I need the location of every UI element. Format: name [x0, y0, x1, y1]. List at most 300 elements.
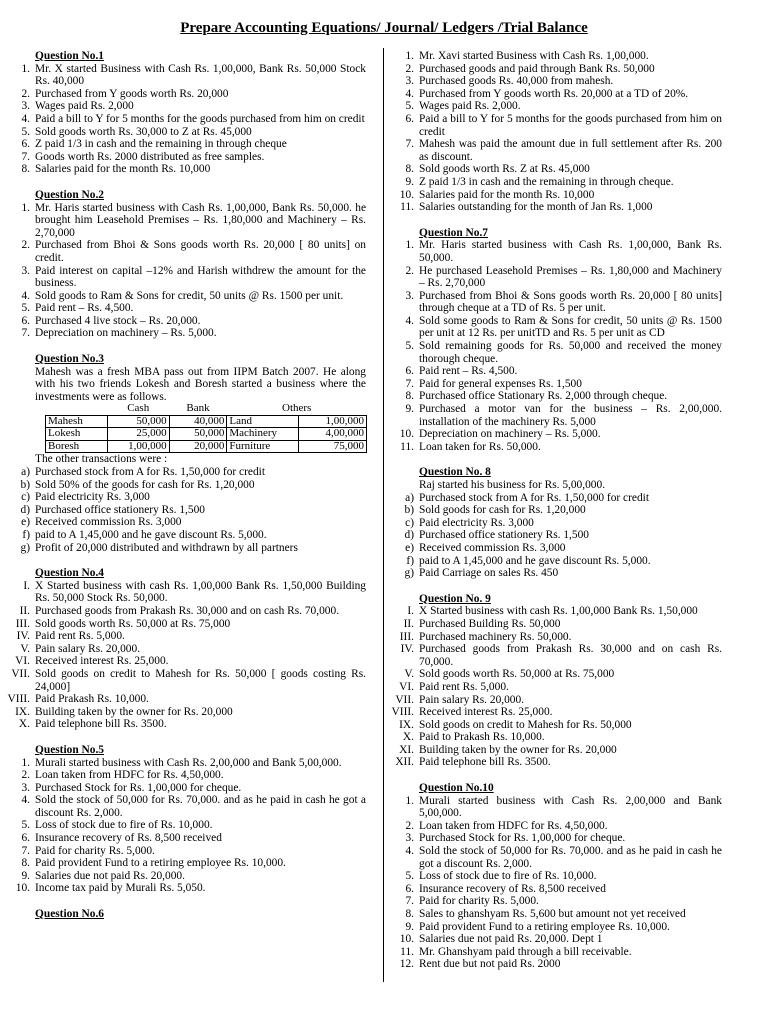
list-item	[390, 265, 722, 290]
item-text: Purchased from Bhoi & Sons goods worth Rs. 20,000 [ 80 units] on credit.	[35, 239, 366, 264]
item-text: Purchased Stock for Rs. 1,00,000 for cheque.	[35, 781, 242, 794]
item-number: X.	[402, 731, 414, 744]
item-text: Insurance recovery of Rs. 8,500 received	[419, 882, 606, 895]
item-text: Purchased goods and paid through Bank Rs. 50,000	[419, 62, 655, 75]
item-number: d)	[20, 503, 30, 516]
list-item	[390, 365, 722, 378]
item-text: Paid rent – Rs. 4,500.	[419, 365, 518, 378]
item-text: Purchased from Y goods worth Rs. 20,000 at a TD of 20%.	[419, 87, 689, 100]
list-item	[390, 315, 722, 340]
list-item	[6, 88, 366, 101]
item-text: Paid electricity Rs. 3,000	[35, 491, 150, 504]
list-item	[390, 517, 722, 530]
question-5	[6, 744, 366, 895]
item-text: Income tax paid by Murali Rs. 5,050.	[35, 882, 206, 895]
item-number: VII.	[11, 667, 30, 680]
question-2	[6, 189, 366, 340]
item-text: Mr. Haris started business with Cash Rs. 1,00,000, Bank Rs. 50,000.	[419, 239, 722, 264]
list-item	[390, 239, 722, 264]
question-3	[6, 353, 366, 554]
list-item	[390, 201, 722, 214]
list-item	[390, 567, 722, 580]
item-number: 6.	[21, 138, 30, 151]
item-text: Paid electricity Rs. 3,000	[419, 516, 534, 529]
item-text: Purchased office Stationary Rs. 2,000 through cheque.	[419, 390, 668, 403]
item-text: Purchased a motor van for the business – Rs. 2,00,000. installation of the machinery Rs. 5,000	[419, 403, 722, 428]
item-text: Purchased office stationery Rs. 1,500	[35, 503, 205, 516]
list-item	[6, 542, 366, 555]
item-text: Received commission Rs. 3,000	[35, 516, 182, 529]
item-text: Sold goods worth Rs. Z at Rs. 45,000	[419, 163, 590, 176]
list-item	[390, 668, 722, 681]
item-text: Insurance recovery of Rs. 8,500 received	[35, 832, 222, 845]
item-number: g)	[20, 541, 30, 554]
item-text: Murali started business with Cash Rs. 2,00,000 and Bank 5,00,000.	[419, 794, 722, 820]
item-text: He purchased Leasehold Premises – Rs. 1,80,000 and Machinery – Rs. 2,70,000	[419, 264, 722, 290]
item-number: IX.	[15, 705, 30, 718]
list-item	[390, 403, 722, 428]
question-heading: Question No.10	[419, 782, 494, 795]
item-number: 4.	[21, 794, 30, 807]
list-item	[6, 151, 366, 164]
question-intro: Mahesh was a fresh MBA pass out from IIPM Batch 2007. He along with his two friends Lokesh and Boresh started a business where the investments were as follows.	[35, 365, 366, 403]
list-item	[390, 631, 722, 644]
list-item	[390, 138, 722, 163]
question-items	[390, 492, 722, 580]
item-text: Salaries due not paid Rs. 20,000.	[35, 869, 185, 882]
list-item	[390, 189, 722, 202]
question-6-heading	[6, 908, 366, 921]
item-number: f)	[406, 554, 414, 567]
list-item	[390, 63, 722, 76]
page-title: Prepare Accounting Equations/ Journal/ Ledgers /Trial Balance	[180, 20, 588, 36]
list-item	[6, 265, 366, 290]
list-item	[6, 630, 366, 643]
item-number: 3.	[405, 75, 414, 88]
item-text: paid to A 1,45,000 and he gave discount Rs. 5,000.	[35, 529, 267, 541]
item-number: VIII.	[391, 706, 414, 719]
list-item	[390, 832, 722, 845]
question-9	[390, 593, 722, 769]
item-text: Sold the stock of 50,000 for Rs. 70,000. and as he paid in cash he got a discount Rs. 2,000.	[35, 794, 366, 819]
question-heading: Question No.3	[35, 353, 104, 366]
list-item	[390, 100, 722, 113]
item-text: Paid for charity Rs. 5,000.	[35, 844, 155, 857]
list-item	[390, 921, 722, 934]
item-text: Received interest Rs. 25,000.	[419, 706, 553, 719]
partner-name-cell: Boresh	[46, 440, 108, 453]
item-text: Mr. Haris started business with Cash Rs. 1,00,000, Bank Rs. 50,000. he brought him Leasehold Premises – Rs. 1,80,000 and Machinery – Rs. 2,70,000	[35, 201, 366, 239]
item-number: 7.	[405, 377, 414, 390]
item-number: 10.	[15, 882, 30, 895]
item-text: Paid rent – Rs. 4,500.	[35, 302, 134, 315]
item-number: IV.	[400, 643, 414, 656]
item-number: b)	[20, 478, 30, 491]
item-number: 3.	[21, 100, 30, 113]
list-item	[390, 694, 722, 707]
item-number: 1.	[405, 794, 414, 807]
item-number: 4.	[21, 112, 30, 125]
item-text: Purchased goods from Prakash Rs. 30,000 and on cash Rs. 70,000.	[419, 643, 722, 668]
question-items	[6, 757, 366, 896]
list-item	[390, 731, 722, 744]
item-number: 9.	[405, 175, 414, 188]
table-header-others: Others	[282, 402, 312, 415]
list-item	[6, 290, 366, 303]
bank-cell: 50,000	[169, 428, 227, 441]
list-item	[390, 820, 722, 833]
item-number: 11.	[400, 201, 414, 214]
item-number: 7.	[405, 138, 414, 151]
list-item	[6, 693, 366, 706]
question-heading: Question No.6	[35, 908, 104, 921]
question-items	[6, 580, 366, 731]
list-item	[6, 479, 366, 492]
list-item	[390, 542, 722, 555]
item-number: e)	[405, 541, 414, 554]
item-text: Sold goods to Ram & Sons for credit, 50 units @ Rs. 1500 per unit.	[35, 289, 344, 302]
question-heading: Question No.1	[35, 50, 104, 62]
asset-amount-cell: 4,00,000	[299, 428, 367, 441]
item-text: Salaries due not paid Rs. 20,000. Dept 1	[419, 933, 603, 946]
item-number: 5.	[21, 819, 30, 832]
item-number: X.	[18, 718, 30, 731]
list-item	[6, 239, 366, 264]
item-number: 8.	[405, 908, 414, 920]
item-number: 1.	[405, 50, 414, 62]
item-text: Salaries outstanding for the month of Jan Rs. 1,000	[419, 201, 653, 214]
item-number: 5.	[405, 100, 414, 113]
item-text: Paid rent Rs. 5,000.	[35, 630, 125, 643]
item-text: Purchased Stock for Rs. 1,00,000 for cheque.	[419, 832, 626, 845]
item-text: Sold some goods to Ram & Sons for credit, 50 units @ Rs. 1500 per unit at 12 Rs. per unitTD and Rs. 5 per unit as CD	[419, 314, 722, 340]
item-number: III.	[15, 617, 30, 630]
item-number: II.	[403, 617, 414, 630]
item-text: Paid interest on capital –12% and Harish withdrew the amount for the business.	[35, 264, 366, 290]
list-item	[390, 504, 722, 517]
list-item	[6, 706, 366, 719]
list-item	[390, 428, 722, 441]
left-column	[6, 50, 366, 934]
list-item	[390, 895, 722, 908]
item-number: XII.	[395, 756, 414, 769]
list-item	[6, 100, 366, 113]
list-item	[6, 491, 366, 504]
item-number: I.	[407, 605, 414, 618]
item-number: c)	[21, 491, 30, 504]
list-item	[6, 529, 366, 542]
item-text: Paid for general expenses Rs. 1,500	[419, 377, 582, 390]
item-text: Mr. X started Business with Cash Rs. 1,00,000, Bank Rs. 50,000 Stock Rs. 40,000	[35, 62, 366, 88]
item-number: V.	[20, 642, 30, 655]
item-number: VI.	[15, 655, 30, 668]
item-number: 4.	[405, 87, 414, 100]
partner-name-cell: Lokesh	[46, 428, 108, 441]
item-text: Paid Prakash Rs. 10,000.	[35, 693, 149, 706]
item-number: 2.	[21, 239, 30, 252]
list-item	[390, 88, 722, 101]
item-number: 8.	[21, 163, 30, 176]
list-item	[6, 882, 366, 895]
item-text: X Started business with cash Rs. 1,00,000 Bank Rs. 1,50,000 Building Rs. 50,000 Stock Rs. 50,000.	[35, 579, 366, 605]
table-body	[46, 415, 367, 453]
list-item	[390, 340, 722, 365]
item-number: 2.	[21, 769, 30, 782]
cash-cell: 50,000	[107, 415, 169, 428]
list-item	[390, 795, 722, 820]
bank-cell: 40,000	[169, 415, 227, 428]
item-text: Loss of stock due to fire of Rs. 10,000.	[419, 870, 597, 883]
list-item	[390, 50, 722, 63]
item-text: Sold remaining goods for Rs. 50,000 and received the money thorough cheque.	[419, 340, 722, 365]
column-divider	[383, 48, 384, 982]
item-text: Wages paid Rs. 2,000	[35, 100, 134, 113]
table-header-bank: Bank	[186, 402, 210, 415]
item-text: Salaries paid for the month Rs. 10,000	[419, 188, 595, 201]
item-text: Paid rent Rs. 5,000.	[419, 680, 509, 693]
asset-cell: Furniture	[227, 440, 299, 453]
list-item	[390, 605, 722, 618]
cash-cell: 1,00,000	[107, 440, 169, 453]
item-number: 11.	[400, 945, 414, 958]
item-number: V.	[404, 668, 414, 681]
item-text: Purchased machinery Rs. 50,000.	[419, 630, 572, 643]
item-number: 4.	[405, 845, 414, 858]
list-item	[6, 138, 366, 151]
item-number: 10.	[399, 188, 414, 201]
question-heading: Question No.7	[419, 226, 488, 239]
list-item	[390, 870, 722, 883]
item-number: 10.	[399, 933, 414, 946]
item-number: 8.	[405, 390, 414, 403]
item-number: 4.	[405, 314, 414, 327]
list-item	[390, 529, 722, 542]
item-text: Z paid 1/3 in cash and the remaining in through cheque.	[419, 175, 674, 188]
list-item	[390, 706, 722, 719]
asset-cell: Machinery	[227, 428, 299, 441]
list-item	[390, 845, 722, 870]
list-item	[6, 870, 366, 883]
item-number: 2.	[405, 819, 414, 832]
question-8	[390, 466, 722, 579]
item-number: 9.	[21, 869, 30, 882]
list-item	[6, 516, 366, 529]
item-text: Purchased goods Rs. 40,000 from mahesh.	[419, 75, 614, 88]
item-number: 6.	[21, 832, 30, 845]
item-number: 10.	[399, 428, 414, 441]
item-text: Purchased from Bhoi & Sons goods worth Rs. 20,000 [ 80 units] through cheque at a TD of Rs. 5 per unit.	[419, 289, 722, 315]
item-number: 5.	[21, 125, 30, 138]
item-text: Purchased from Y goods worth Rs. 20,000	[35, 87, 229, 100]
right-column	[390, 50, 722, 984]
item-number: a)	[21, 466, 30, 479]
list-item	[6, 857, 366, 870]
item-text: Wages paid Rs. 2,000.	[419, 100, 521, 113]
item-number: 5.	[405, 870, 414, 883]
item-text: Received interest Rs. 25,000.	[35, 655, 169, 668]
item-text: Sold goods on credit to Mahesh for Rs. 50,000 [ goods costing Rs. 24,000]	[35, 667, 366, 693]
list-item	[390, 555, 722, 568]
item-number: 1.	[21, 62, 30, 75]
list-item	[390, 75, 722, 88]
item-text: Building taken by the owner for Rs. 20,000	[419, 743, 617, 756]
item-number: IV.	[16, 630, 30, 643]
item-text: Paid a bill to Y for 5 months for the goods purchased from him on credit	[35, 112, 365, 125]
item-text: Mahesh was paid the amount due in full settlement after Rs. 200 as discount.	[419, 138, 722, 163]
item-number: IX.	[399, 718, 414, 731]
list-item	[390, 908, 722, 921]
item-text: Murali started business with Cash Rs. 2,00,000 and Bank 5,00,000.	[35, 756, 342, 769]
item-number: 6.	[405, 882, 414, 895]
item-number: 3.	[21, 264, 30, 277]
question-items	[6, 466, 366, 554]
table-row	[46, 415, 367, 428]
item-number: a)	[405, 491, 414, 504]
item-number: 2.	[405, 264, 414, 277]
list-item	[390, 744, 722, 757]
item-number: 6.	[405, 365, 414, 378]
item-number: 6.	[21, 314, 30, 327]
item-text: Sold goods worth Rs. 50,000 at Rs. 75,000	[419, 668, 615, 681]
table-header-cash: Cash	[127, 402, 150, 415]
list-item	[6, 63, 366, 88]
item-number: 5.	[405, 340, 414, 353]
list-item	[390, 163, 722, 176]
item-number: 12.	[399, 958, 414, 971]
item-text: Sold 50% of the goods for cash for Rs. 1,20,000	[35, 478, 255, 491]
table-row	[46, 428, 367, 441]
item-text: Purchased 4 live stock – Rs. 20,000.	[35, 314, 201, 327]
item-number: 7.	[21, 844, 30, 857]
item-number: 7.	[21, 150, 30, 163]
item-text: Paid provident Fund to a retiring employee Rs. 10,000.	[35, 857, 286, 870]
list-item	[390, 719, 722, 732]
question-items	[390, 605, 722, 769]
item-text: Purchased goods from Prakash Rs. 30,000 and on cash Rs. 70,000.	[35, 604, 340, 617]
question-6	[390, 50, 722, 214]
question-heading: Question No.5	[35, 743, 104, 756]
list-item	[6, 163, 366, 176]
list-item	[390, 933, 722, 946]
list-item	[6, 504, 366, 517]
item-text: Mr. Xavi started Business with Cash Rs. 1,00,000.	[419, 50, 649, 62]
bank-cell: 20,000	[169, 440, 227, 453]
item-number: 3.	[21, 781, 30, 794]
question-heading: Question No. 9	[419, 592, 491, 605]
item-text: Mr. Ghanshyam paid through a bill receivable.	[419, 945, 632, 958]
question-heading: Question No. 8	[419, 466, 491, 479]
item-number: f)	[22, 529, 30, 541]
item-number: 1.	[21, 756, 30, 769]
item-number: 5.	[21, 302, 30, 315]
question-4	[6, 567, 366, 731]
item-number: 4.	[21, 289, 30, 302]
question-items	[390, 795, 722, 971]
other-transactions-label: The other transactions were :	[35, 453, 168, 466]
item-number: 9.	[405, 403, 414, 416]
list-item	[6, 315, 366, 328]
list-item	[390, 492, 722, 505]
item-text: Building taken by the owner for Rs. 20,000	[35, 705, 233, 718]
item-number: 11.	[400, 440, 414, 453]
item-text: Pain salary Rs. 20,000.	[35, 642, 141, 655]
list-item	[6, 668, 366, 693]
question-items	[390, 239, 722, 453]
item-text: Sold goods worth Rs. 50,000 at Rs. 75,000	[35, 617, 231, 630]
list-item	[390, 390, 722, 403]
item-text: Purchased office stationery Rs. 1,500	[419, 529, 589, 542]
item-text: Sold goods on credit to Mahesh for Rs. 50,000	[419, 718, 632, 731]
list-item	[390, 176, 722, 189]
question-10	[390, 782, 722, 971]
item-text: Depreciation on machinery – Rs. 5,000.	[419, 428, 601, 441]
cash-cell: 25,000	[107, 428, 169, 441]
item-number: I.	[23, 579, 30, 592]
item-number: 8.	[405, 163, 414, 176]
list-item	[6, 618, 366, 631]
item-text: Rent due but not paid Rs. 2000	[419, 958, 561, 971]
item-text: Paid a bill to Y for 5 months for the goods purchased from him on credit	[419, 112, 722, 138]
item-number: 3.	[405, 832, 414, 845]
item-number: III.	[399, 630, 414, 643]
list-item	[390, 681, 722, 694]
list-item	[390, 441, 722, 454]
item-number: 2.	[21, 87, 30, 100]
item-number: 3.	[405, 289, 414, 302]
question-heading: Question No.4	[35, 567, 104, 580]
list-item	[390, 946, 722, 959]
item-number: 7.	[21, 327, 30, 340]
list-item	[6, 302, 366, 315]
list-item	[6, 769, 366, 782]
item-text: Loan taken from HDFC for Rs. 4,50,000.	[35, 769, 224, 782]
list-item	[390, 378, 722, 391]
item-number: 6.	[405, 112, 414, 125]
item-number: c)	[405, 516, 414, 529]
list-item	[6, 794, 366, 819]
item-number: XI.	[399, 743, 414, 756]
item-text: Sold goods for cash for Rs. 1,20,000	[419, 504, 586, 517]
list-item	[6, 782, 366, 795]
list-item	[390, 643, 722, 668]
item-text: Purchased stock from A for Rs. 1,50,000 for credit	[419, 491, 649, 504]
item-text: X Started business with cash Rs. 1,00,000 Bank Rs. 1,50,000	[419, 605, 698, 618]
list-item	[390, 618, 722, 631]
item-text: Paid telephone bill Rs. 3500.	[35, 718, 167, 731]
item-number: 1.	[21, 201, 30, 214]
question-7	[390, 227, 722, 454]
asset-amount-cell: 1,00,000	[299, 415, 367, 428]
item-text: Paid to Prakash Rs. 10,000.	[419, 731, 545, 744]
question-1	[6, 50, 366, 176]
item-text: Goods worth Rs. 2000 distributed as free samples.	[35, 150, 265, 163]
list-item	[6, 845, 366, 858]
item-text: Loan taken from HDFC for Rs. 4,50,000.	[419, 819, 608, 832]
item-number: e)	[21, 516, 30, 529]
item-text: Sold goods worth Rs. 30,000 to Z at Rs. 45,000	[35, 125, 252, 138]
item-number: g)	[404, 567, 414, 580]
item-text: Paid provident Fund to a retiring employee Rs. 10,000.	[419, 920, 670, 933]
list-item	[390, 290, 722, 315]
list-item	[6, 655, 366, 668]
item-text: Loss of stock due to fire of Rs. 10,000.	[35, 819, 213, 832]
list-item	[390, 958, 722, 971]
asset-amount-cell: 75,000	[299, 440, 367, 453]
list-item	[6, 202, 366, 240]
question-intro: Raj started his business for Rs. 5,00,000.	[419, 479, 606, 491]
item-number: VI.	[399, 680, 414, 693]
item-number: 8.	[21, 857, 30, 870]
